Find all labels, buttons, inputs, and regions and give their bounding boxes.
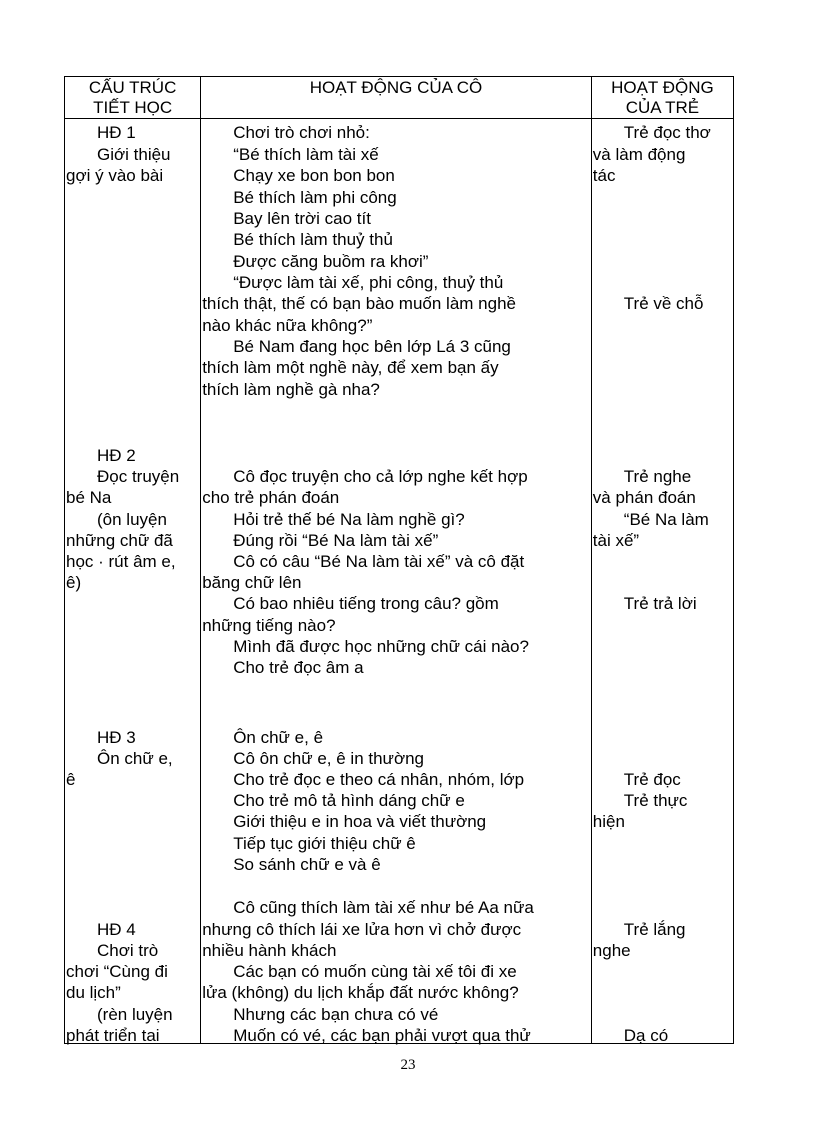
col3-line: Trẻ đọc [623, 770, 681, 789]
col2-line: lửa (không) du lịch khắp đất nước không? [202, 983, 519, 1002]
col3-line: Trẻ trả lời [623, 594, 697, 613]
col2-line: Nhưng các bạn chưa có vé [233, 1005, 439, 1024]
col2-line: nào khác nữa không?” [202, 316, 373, 335]
col2-line: những tiếng nào? [202, 616, 336, 635]
header-text: CỦA TRẺ [625, 98, 700, 117]
col1-line: Giới thiệu [97, 145, 171, 164]
col3-line: nghe [592, 941, 631, 960]
header-text: HOẠT ĐỘNG CỦA CÔ [309, 78, 483, 97]
col1-line: học · rút âm e, [66, 552, 176, 571]
col2-line: thích làm nghề gà nha? [202, 380, 380, 399]
col2-line: băng chữ lên [202, 573, 302, 592]
col2-line: “Bé thích làm tài xế [233, 145, 379, 164]
col2-line: Được căng buồm ra khơi” [233, 252, 429, 271]
child-activity-column [591, 119, 733, 1044]
col3-line: Trẻ về chỗ [623, 294, 704, 313]
col2-line: Muốn có vé, các bạn phải vượt qua thử [233, 1026, 531, 1045]
col2-line: Cô đọc truyện cho cả lớp nghe kết hợp [233, 467, 528, 486]
col2-line: “Được làm tài xế, phi công, thuỷ thủ [233, 273, 504, 292]
col2-line: Bay lên trời cao tít [233, 209, 371, 228]
col3-line: Trẻ thực [623, 791, 688, 810]
page-number: 23 [400, 1057, 416, 1073]
table-header-row [65, 77, 734, 119]
col2-line: nhưng cô thích lái xe lửa hơn vì chở được [202, 920, 522, 939]
col3-line: tài xế” [592, 531, 640, 550]
col3-line: “Bé Na làm [623, 510, 709, 529]
col3-line: và làm động [592, 145, 686, 164]
col1-line: chơi “Cùng đi [66, 962, 168, 981]
col2-line: Giới thiệu e in hoa và viết thường [233, 812, 487, 831]
header-text: CẤU TRÚC [88, 78, 177, 97]
col1-line: (rèn luyện [97, 1005, 173, 1024]
col3-line: Trẻ lắng [623, 920, 686, 939]
col3-line: và phán đoán [592, 488, 696, 507]
header-text: TIẾT HỌC [93, 98, 173, 117]
col2-line: Bé thích làm phi công [233, 188, 397, 207]
col3-line: hiện [592, 812, 625, 831]
col2-line: Bé thích làm thuỷ thủ [233, 230, 393, 249]
col2-line: Có bao nhiêu tiếng trong câu? gồm [233, 594, 499, 613]
teacher-activity-column [201, 119, 592, 1044]
col2-line: thích thật, thế có bạn bào muốn làm nghề [202, 294, 516, 313]
col1-line: Đọc truyện [97, 467, 180, 486]
header-child-activity [591, 77, 733, 119]
header-teacher-activity [201, 77, 592, 119]
col1-line: Chơi trò [97, 941, 159, 960]
col2-line: So sánh chữ e và ê [233, 855, 381, 874]
col3-line: tác [592, 166, 616, 185]
col1-line: Ôn chữ e, [97, 749, 173, 768]
col2-line: Mình đã được học những chữ cái nào? [233, 637, 529, 656]
col1-line: ê) [66, 573, 82, 592]
col2-line: Chơi trò chơi nhỏ: [233, 123, 370, 142]
col1-line: (ôn luyện [97, 510, 167, 529]
col2-line: Các bạn có muốn cùng tài xế tôi đi xe [233, 962, 517, 981]
col2-line: Hỏi trẻ thế bé Na làm nghề gì? [233, 510, 465, 529]
col1-line: gợi ý vào bài [66, 166, 164, 185]
col1-line: bé Na [66, 488, 112, 507]
col2-line: Chạy xe bon bon bon [233, 166, 395, 185]
col1-line: ê [66, 770, 76, 789]
col1-line: phát triển tai [66, 1026, 160, 1045]
col2-line: Cho trẻ mô tả hình dáng chữ e [233, 791, 465, 810]
col3-line: Dạ có [623, 1026, 669, 1045]
col1-line: HĐ 2 [97, 446, 136, 465]
col2-line: Cô có câu “Bé Na làm tài xế” và cô đặt [233, 552, 525, 571]
col2-line: Tiếp tục giới thiệu chữ ê [233, 834, 416, 853]
header-structure [65, 77, 201, 119]
col2-line: cho trẻ phán đoán [202, 488, 340, 507]
col3-line: Trẻ nghe [623, 467, 692, 486]
col1-line: HĐ 3 [97, 728, 136, 747]
structure-column [65, 119, 201, 1044]
col1-line: HĐ 1 [97, 123, 136, 142]
col2-line: nhiều hành khách [202, 941, 337, 960]
col2-line: Cho trẻ đọc âm a [233, 658, 364, 677]
table-body-row [65, 119, 734, 1044]
col2-line: Bé Nam đang học bên lớp Lá 3 cũng [233, 337, 511, 356]
col1-line: du lịch” [66, 983, 121, 1002]
header-text: HOẠT ĐỘNG [611, 78, 714, 97]
col1-line: những chữ đã [66, 531, 173, 550]
col2-line: Đúng rồi “Bé Na làm tài xế” [233, 531, 439, 550]
lesson-plan-table [64, 76, 734, 1044]
col2-line: Cho trẻ đọc e theo cá nhân, nhóm, lớp [233, 770, 525, 789]
col3-line: Trẻ đọc thơ [623, 123, 711, 142]
col2-line: thích làm một nghề này, để xem bạn ấy [202, 358, 499, 377]
col1-line: HĐ 4 [97, 920, 136, 939]
col2-line: Cô ôn chữ e, ê in thường [233, 749, 424, 768]
col2-line: Cô cũng thích làm tài xế như bé Aa nữa [233, 898, 534, 917]
col2-line: Ôn chữ e, ê [233, 728, 324, 747]
